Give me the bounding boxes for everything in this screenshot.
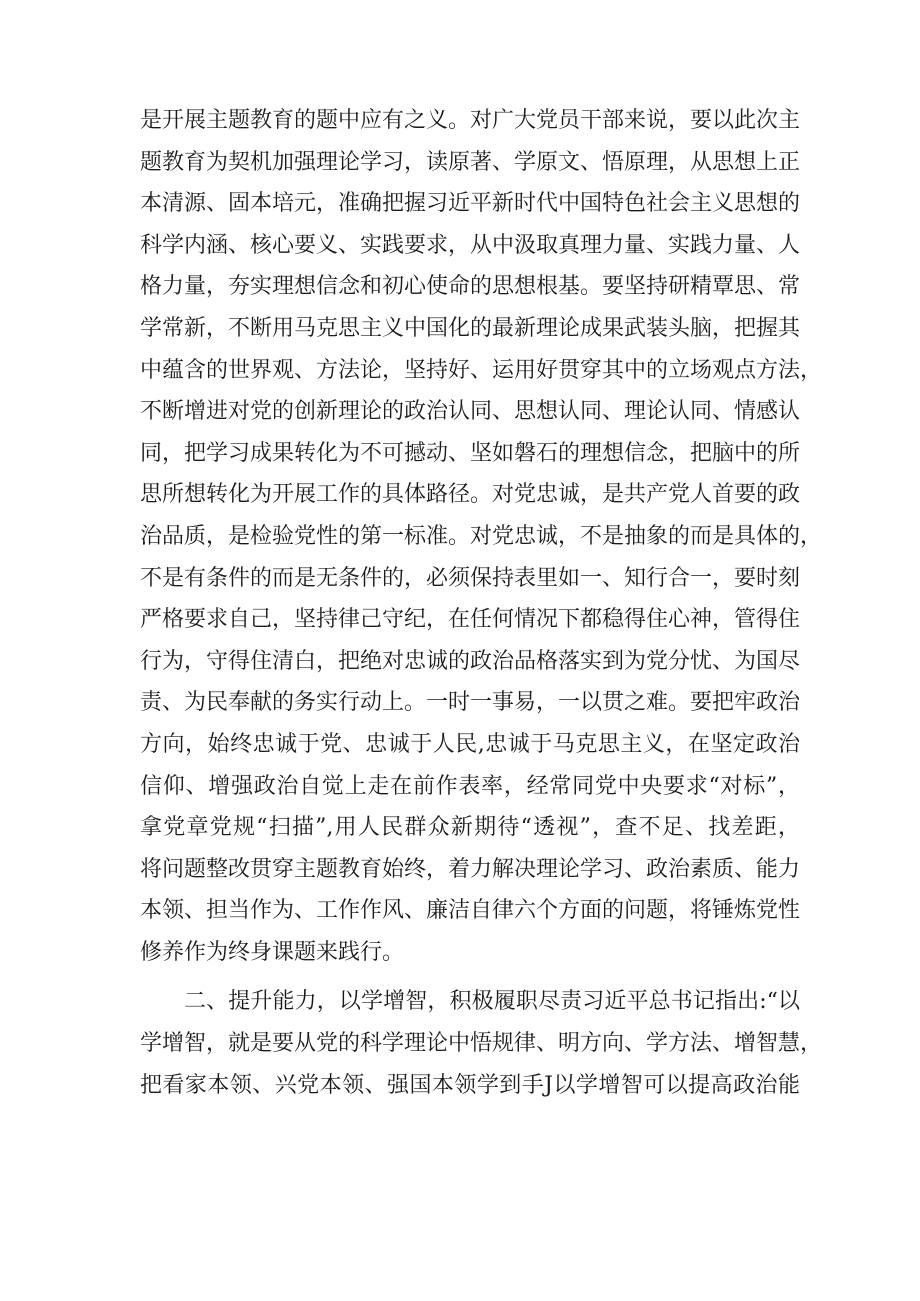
paragraph-1 xyxy=(140,100,823,973)
text-line: 不是有条件的而是无条件的，必须保持表里如一、知行合一，要时刻 xyxy=(140,565,801,591)
body-text xyxy=(140,100,823,1106)
text-line: 拿党章党规“扫描”,用人民群众新期待“透视”，查不足、找差距， xyxy=(140,815,800,841)
text-line: 修养作为终身课题来践行。 xyxy=(140,939,405,965)
paragraph-spacer xyxy=(140,973,800,981)
text-line: 本清源、固本培元，准确把握习近平新时代中国特色社会主义思想的 xyxy=(140,191,801,217)
text-line: 本领、担当作为、工作作风、廉洁自律六个方面的问题，将锤炼党性 xyxy=(140,898,801,924)
text-line: 方向，始终忠诚于党、忠诚于人民,忠诚于马克思主义，在坚定政治 xyxy=(140,731,800,757)
text-line: 中蕴含的世界观、方法论，坚持好、运用好贯穿其中的立场观点方法， xyxy=(140,357,823,383)
text-line: 思所想转化为开展工作的具体路径。对党忠诚，是共产党人首要的政 xyxy=(140,482,801,508)
text-line: 科学内涵、核心要义、实践要求，从中汲取真理力量、实践力量、人 xyxy=(140,232,801,258)
text-line: 二、提升能力，以学增智，积极履职尽责习近平总书记指出:“以 xyxy=(184,989,800,1015)
text-line: 责、为民奉献的务实行动上。一时一事易，一以贯之难。要把牢政治 xyxy=(140,690,801,716)
text-line: 学增智，就是要从党的科学理论中悟规律、明方向、学方法、增智慧， xyxy=(140,1031,823,1057)
text-line: 格力量，夯实理想信念和初心使命的思想根基。要坚持研精覃思、常 xyxy=(140,274,801,300)
text-line: 行为，守得住清白，把绝对忠诚的政治品格落实到为党分忧、为国尽 xyxy=(140,648,801,674)
paragraph-2 xyxy=(140,981,823,1106)
text-line: 信仰、增强政治自觉上走在前作表率，经常同党中央要求“对标”， xyxy=(140,773,800,799)
text-line: 将问题整改贯穿主题教育始终，着力解决理论学习、政治素质、能力 xyxy=(140,856,801,882)
text-line: 题教育为契机加强理论学习，读原著、学原文、悟原理，从思想上正 xyxy=(140,149,801,175)
text-line: 把看家本领、兴党本领、强国本领学到手J以学增智可以提高政治能 xyxy=(140,1072,800,1098)
text-line: 治品质，是检验党性的第一标准。对党忠诚，不是抽象的而是具体的， xyxy=(140,523,823,549)
text-line: 同，把学习成果转化为不可撼动、坚如磐石的理想信念，把脑中的所 xyxy=(140,440,801,466)
text-line: 学常新，不断用马克思主义中国化的最新理论成果武装头脑，把握其 xyxy=(140,315,801,341)
text-line: 不断增进对党的创新理论的政治认同、思想认同、理论认同、情感认 xyxy=(140,399,801,425)
text-line: 是开展主题教育的题中应有之义。对广大党员干部来说，要以此次主 xyxy=(140,108,801,133)
text-line: 严格要求自己，坚持律己守纪，在任何情况下都稳得住心神，管得住 xyxy=(140,607,801,633)
